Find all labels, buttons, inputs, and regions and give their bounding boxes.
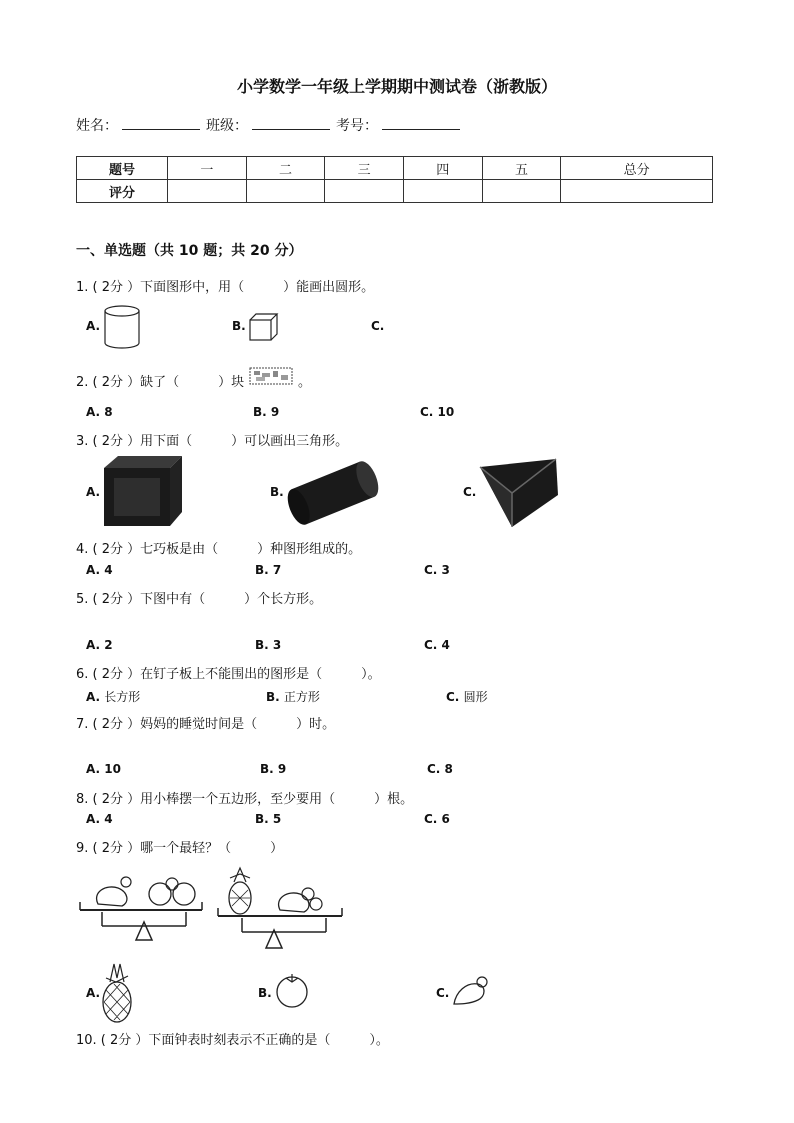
- student-info-row: [76, 115, 466, 135]
- option-label[interactable]: B.: [270, 485, 284, 499]
- pineapple-icon: [100, 962, 134, 1024]
- option-label[interactable]: A.: [86, 485, 101, 499]
- option-label[interactable]: B. 9: [260, 762, 287, 776]
- score-input-cell[interactable]: [168, 180, 247, 203]
- score-cell: 四: [403, 157, 482, 180]
- class-blank[interactable]: [252, 115, 330, 130]
- score-table: [76, 156, 713, 203]
- option-label[interactable]: C. 4: [424, 638, 450, 652]
- option-label[interactable]: C. 6: [424, 812, 450, 826]
- score-table-header-row: [77, 157, 713, 180]
- missing-blocks-image: [249, 367, 293, 385]
- option-label[interactable]: C.: [463, 485, 477, 499]
- option-a[interactable]: [86, 688, 140, 705]
- tomato-icon: [274, 972, 310, 1008]
- question-stem: 10. ( 2分 ）下面钟表时刻表示不正确的是（ ）。: [76, 1033, 389, 1048]
- score-cell: 总分: [561, 157, 713, 180]
- score-input-cell[interactable]: [246, 180, 325, 203]
- score-cell: 题号: [77, 157, 168, 180]
- option-label[interactable]: B. 5: [255, 812, 282, 826]
- option-label[interactable]: A.: [86, 319, 101, 333]
- score-cell: 三: [325, 157, 404, 180]
- radish-icon: [452, 974, 490, 1006]
- option-text: 圆形: [463, 690, 488, 704]
- option-label: A.: [86, 690, 101, 704]
- question-stem: 4. ( 2分 ）七巧板是由（ ）种图形组成的。: [76, 542, 362, 557]
- option-label[interactable]: B.: [232, 319, 246, 333]
- option-label[interactable]: B.: [258, 986, 272, 1000]
- page-title: 小学数学一年级上学期期中测试卷（浙教版）: [236, 77, 557, 96]
- question-stem: 8. ( 2分 ）用小棒摆一个五边形，至少要用（ ）根。: [76, 792, 414, 807]
- option-label[interactable]: B. 7: [255, 563, 282, 577]
- question-stem: 2. ( 2分 ）缺了（ ）块: [76, 375, 245, 390]
- solid-triangular-prism-image: [478, 457, 560, 529]
- option-label[interactable]: C. 10: [420, 405, 455, 419]
- exam-label: 考号：: [336, 118, 378, 134]
- name-blank[interactable]: [122, 115, 200, 130]
- question-stem: 1. ( 2分 ）下面图形中，用（ ）能画出圆形。: [76, 280, 375, 295]
- score-table-score-row: [77, 180, 713, 203]
- question-stem: 5. ( 2分 ）下图中有（ ）个长方形。: [76, 592, 323, 607]
- class-label: 班级：: [206, 118, 248, 134]
- section-heading: 一、单选题（共 10 题；共 20 分）: [76, 243, 303, 259]
- option-label: B.: [266, 690, 280, 704]
- option-b[interactable]: [266, 688, 320, 705]
- score-cell: 五: [482, 157, 561, 180]
- question-stem: 6. ( 2分 ）在钉子板上不能围出的图形是（ ）。: [76, 667, 381, 682]
- score-input-cell[interactable]: [403, 180, 482, 203]
- cube-icon: [249, 313, 279, 341]
- option-label: C.: [446, 690, 460, 704]
- score-input-cell[interactable]: [482, 180, 561, 203]
- option-label[interactable]: B. 3: [255, 638, 282, 652]
- option-label[interactable]: C. 8: [427, 762, 453, 776]
- option-label[interactable]: B. 9: [253, 405, 280, 419]
- option-label[interactable]: A. 8: [86, 405, 113, 419]
- score-input-cell[interactable]: [325, 180, 404, 203]
- exam-blank[interactable]: [382, 115, 460, 130]
- score-cell: 二: [246, 157, 325, 180]
- question-stem: 9. ( 2分 ）哪一个最轻？（ ）: [76, 841, 284, 856]
- option-label[interactable]: C. 3: [424, 563, 450, 577]
- option-label[interactable]: A. 4: [86, 563, 113, 577]
- name-label: 姓名：: [76, 118, 118, 134]
- option-label[interactable]: A.: [86, 986, 101, 1000]
- score-cell: 评分: [77, 180, 168, 203]
- option-label[interactable]: C.: [371, 319, 385, 333]
- score-input-cell[interactable]: [561, 180, 713, 203]
- option-label[interactable]: A. 2: [86, 638, 113, 652]
- solid-cylinder-image: [286, 460, 380, 526]
- option-label[interactable]: A. 4: [86, 812, 113, 826]
- balance-scale-image: [78, 868, 206, 946]
- question-stem: 3. ( 2分 ）用下面（ ）可以画出三角形。: [76, 434, 349, 449]
- option-text: 长方形: [104, 690, 141, 704]
- cylinder-icon: [104, 305, 140, 349]
- balance-scale-image: [216, 864, 346, 954]
- option-text: 正方形: [283, 690, 320, 704]
- option-label[interactable]: C.: [436, 986, 450, 1000]
- solid-cube-image: [100, 454, 184, 528]
- option-c[interactable]: [446, 688, 488, 705]
- question-stem: 7. ( 2分 ）妈妈的睡觉时间是（ ）时。: [76, 717, 336, 732]
- score-cell: 一: [168, 157, 247, 180]
- question-stem-end: 。: [298, 375, 312, 390]
- option-label[interactable]: A. 10: [86, 762, 121, 776]
